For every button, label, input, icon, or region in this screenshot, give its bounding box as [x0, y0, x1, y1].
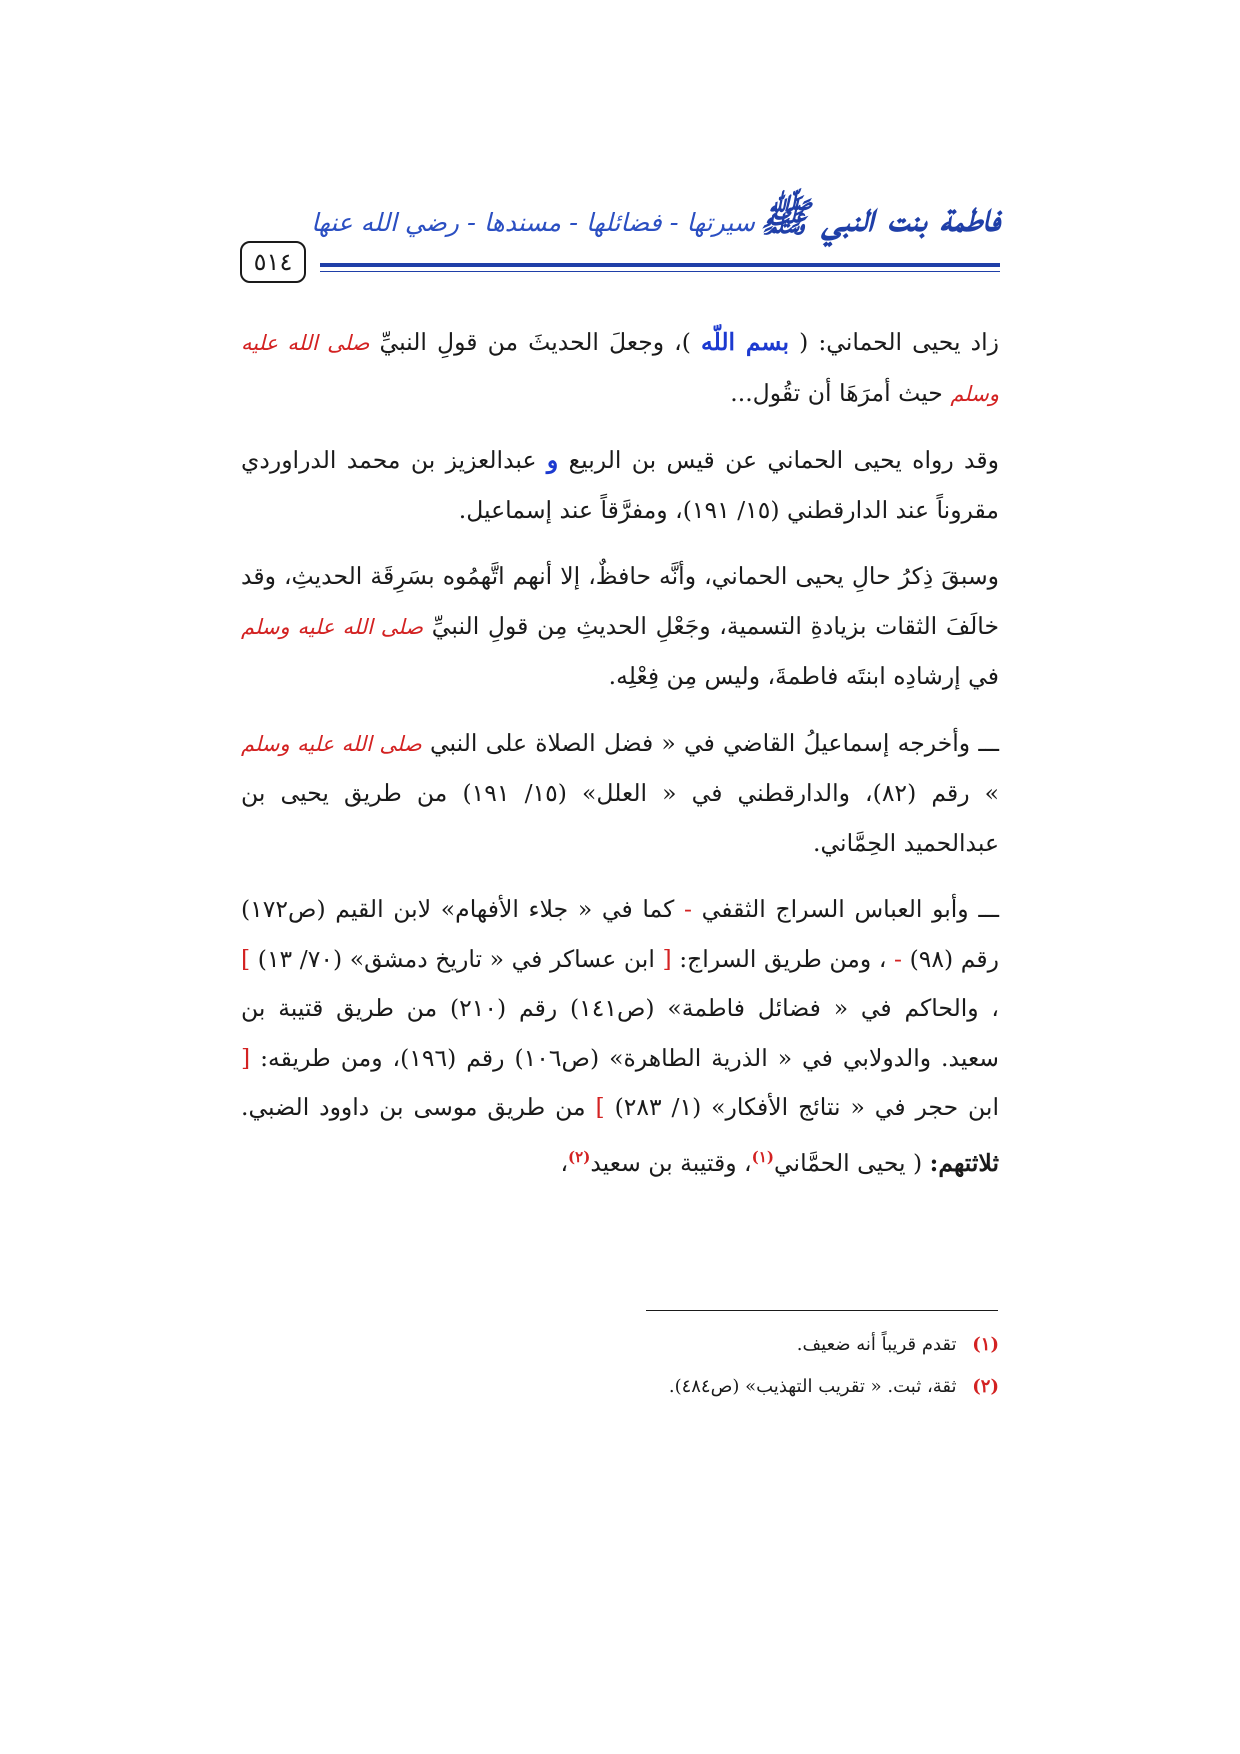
salawat-glyph: صلى الله عليه وسلم: [241, 331, 999, 406]
paragraph-1: [241, 318, 999, 419]
footnote-number: (١): [972, 1334, 999, 1355]
text-span: زاد يحيى الحماني: (: [799, 328, 999, 356]
footnote-ref-1[interactable]: (١): [751, 1147, 774, 1166]
book-title-main: فاطمة بنت النبي ﷺ: [760, 195, 1000, 241]
footnote-separator: [646, 1310, 998, 1311]
text-span: ، ومن طريق السراج:: [679, 944, 887, 973]
text-span: ، والحاكم في « فضائل فاطمة» (ص١٤١) رقم (٢١٠) من طريق قتيبة بن سعيد. والدولابي في « الذرية الطاهرة» (ص١٠٦) رقم (١٩٦)، ومن طريقه:: [241, 994, 1000, 1072]
book-title-subtitle: سيرتها - فضائلها - مسندها - رضي الله عنها: [311, 208, 755, 237]
paragraph-3: [241, 552, 999, 702]
text-span: ( يحيى الحمَّاني: [773, 1148, 923, 1177]
text-span: من طريق موسى بن داوود الضبي.: [241, 1093, 586, 1121]
text-span: ابن حجر في « نتائج الأفكار» (١/ ٢٨٣): [614, 1093, 999, 1121]
footnote-text: تقدم قريباً أنه ضعيف.: [796, 1334, 957, 1355]
header-rule-thick: [320, 263, 1000, 267]
text-span: في إرشادِه ابنتَه فاطمةَ، وليس مِن فِعْلِه.: [608, 662, 999, 690]
header-rule-thin: [320, 271, 1000, 272]
red-bracket: ]: [595, 1093, 605, 1121]
footnote-ref-2[interactable]: (٢): [568, 1147, 591, 1166]
salawat-glyph: صلى الله عليه وسلم: [241, 614, 424, 639]
text-span: )، وجعلَ الحديثَ من قولِ النبيِّ: [379, 328, 691, 356]
text-span: ، وقتيبة بن سعيد: [590, 1148, 752, 1177]
main-text: [241, 318, 999, 1205]
book-title: [311, 193, 1000, 251]
footnotes: [241, 1324, 999, 1408]
paragraph-5: [241, 885, 999, 1188]
page-number: ٥١٤: [240, 241, 306, 283]
text-span: ابن عساكر في « تاريخ دمشق» (٧٠/ ١٣): [257, 944, 655, 973]
red-dash: -: [684, 895, 692, 923]
text-span: وقد رواه يحيى الحماني عن قيس بن الربيع: [568, 446, 999, 474]
text-span: عبدالعزيز بن محمد الدراوردي مقروناً عند الدارقطني (١٥/ ١٩١)، ومفرَّقاً عند إسماعيل.: [241, 446, 999, 524]
conjunction-highlight: و: [546, 446, 559, 474]
text-span: ،: [560, 1148, 569, 1177]
footnote-number: (٢): [972, 1376, 999, 1397]
text-span: ـــ وأخرجه إسماعيلُ القاضي في « فضل الصلاة على النبي: [429, 728, 999, 757]
footnote-1: [241, 1324, 999, 1366]
red-bracket: [: [241, 1043, 251, 1072]
text-span: » رقم (٨٢)، والدارقطني في « العلل» (١٥/ ١٩١) من طريق يحيى بن عبدالحميد الحِمَّاني.: [241, 779, 1000, 857]
footnote-2: [241, 1366, 999, 1408]
paragraph-2: [241, 436, 999, 535]
red-dash: -: [894, 944, 902, 973]
text-span: حيث أمرَهَا أن تقُول...: [730, 378, 943, 407]
bold-label: ثلاثتهم:: [929, 1148, 999, 1177]
red-bracket: ]: [241, 944, 251, 973]
red-bracket: [: [662, 944, 672, 973]
basmala-highlight: بسم اللّه: [701, 328, 790, 356]
text-span: ـــ وأبو العباس السراج الثقفي: [701, 895, 999, 923]
salawat-glyph: صلى الله عليه وسلم: [241, 731, 422, 756]
page-header: [240, 175, 1000, 275]
paragraph-4: [241, 719, 999, 869]
footnote-text: ثقة، ثبت. « تقريب التهذيب» (ص٤٨٤).: [668, 1376, 957, 1397]
text-span: كما في « جلاء الأفهام» لابن القيم (ص١٧٢) رقم (٩٨): [241, 895, 999, 973]
text-span: وسبقَ ذِكرُ حالِ يحيى الحماني، وأنَّه حافظٌ، إلا أنهم اتَّهمُوه بسَرِقَة الحديثِ، وقد خالَفَ الثقات بزيادةِ التسمية، وجَعْلِ الحديثِ مِن قولِ النبيِّ: [241, 562, 999, 640]
